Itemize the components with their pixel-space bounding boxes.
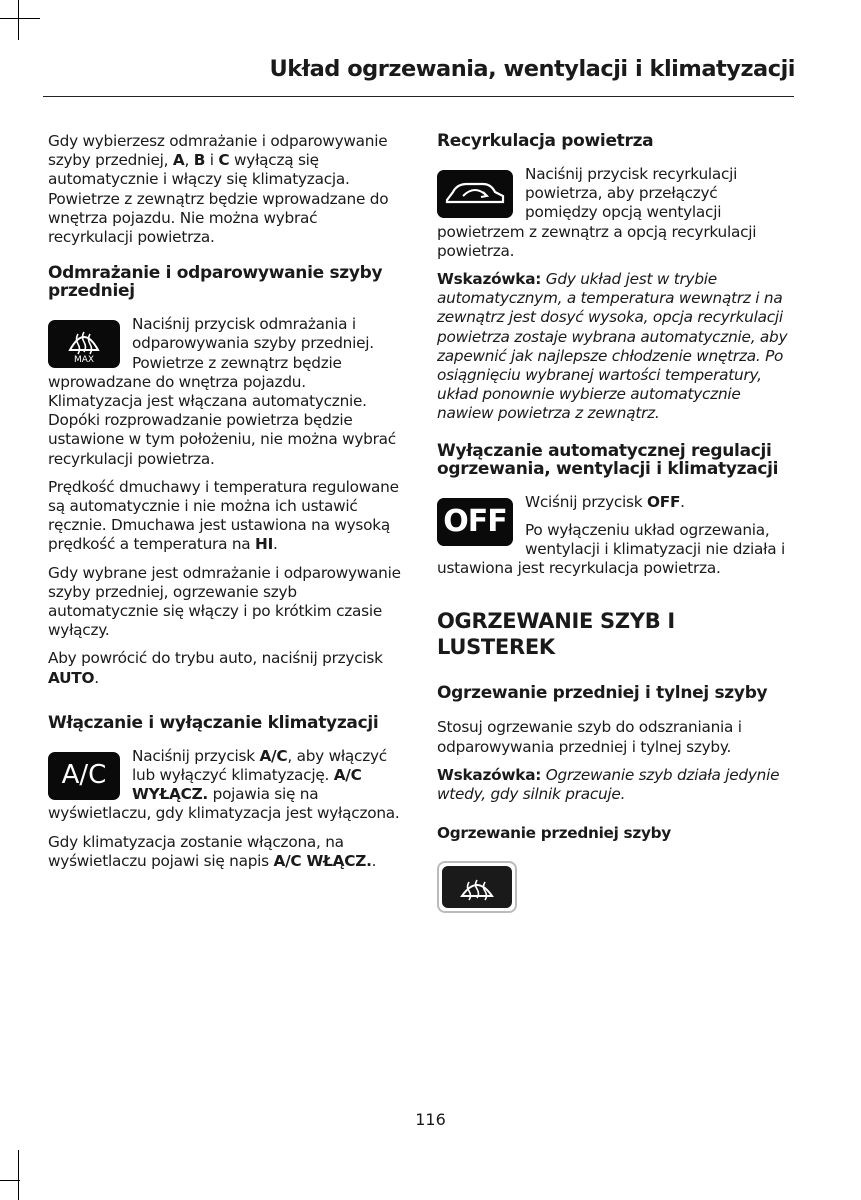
crop-mark [0, 18, 40, 19]
heating-note: Wskazówka: Ogrzewanie szyb działa jedynie wtedy, gdy silnik pracuje. [437, 765, 780, 804]
crop-mark [18, 1150, 19, 1200]
recirc-paragraph: Naciśnij przycisk recyrkulacji powietrza, aby przełączyć pomiędzy opcją wentylacji powietrzem z zewnątrz a opcją recyrkulacji powietrza. [437, 165, 757, 260]
max-label: MAX [73, 355, 95, 366]
heating-paragraph: Stosuj ogrzewanie szyb do odszraniania i odparowywania przedniej i tylnej szyby. [437, 718, 742, 756]
recirc-heading: Recyrkulacja powietrza [437, 131, 654, 151]
off-icon [437, 498, 513, 546]
defrost-heading: Odmrażanie i odparowywanie szyby przedniej [48, 263, 383, 302]
ac-paragraph-1: Naciśnij przycisk A/C, aby włączyć lub wyłączyć klimatyzację. A/C WYŁĄCZ. pojawia się na wyświetlaczu, gdy klimatyzacja jest wyłączona. [48, 746, 400, 823]
intro-paragraph: Gdy wybierzesz odmrażanie i odparowywanie szyby przedniej, A, B i C wyłączą się automatycznie i włączy się klimatyzacja. Powietrze z zewnątrz będzie wprowadzane do wnętrza pojazdu. Nie można wybrać recyrkulacji powietrza. [48, 132, 389, 247]
page-title: Układ ogrzewania, wentylacji i klimatyzacji [269, 56, 795, 82]
right-column [437, 132, 792, 913]
off-paragraph-1: Wciśnij przycisk OFF. [525, 492, 685, 511]
max-defrost-icon [48, 320, 120, 368]
crop-mark [18, 0, 19, 40]
header-rule [43, 96, 794, 97]
ac-icon-label: A/C [61, 759, 107, 790]
recirculation-icon [437, 170, 513, 218]
off-heading: Wyłączanie automatycznej regulacji ogrzewania, wentylacji i klimatyzacji [437, 440, 779, 479]
page-number: 116 [415, 1110, 446, 1129]
defrost-paragraph-4: Aby powrócić do trybu auto, naciśnij przycisk AUTO. [48, 649, 383, 687]
section-heading: OGRZEWANIE SZYB I LUSTEREK [437, 609, 675, 660]
defrost-paragraph-1: Naciśnij przycisk odmrażania i odparowywania szyby przedniej. Powietrze z zewnątrz będzie wprowadzane do wnętrza pojazdu. Klimatyzacja jest włączana automatycznie. Dopóki rozprowadzanie powietrza będzie ustawione w tym położeniu, nie można wybrać recyrkulacji powietrza. [48, 315, 396, 468]
off-icon-label: OFF [443, 503, 507, 539]
windshield-subheading: Ogrzewanie przedniej i tylnej szyby [437, 683, 768, 704]
left-column [48, 132, 403, 880]
recirc-note: Wskazówka: Gdy układ jest w trybie automatycznym, a temperatura wewnątrz i na zewnątrz jest dosyć wysoka, opcja recyrkulacji powietrza zostaje wybrana automatycznie, aby zapewnić jak najlepsze chłodzenie wnętrza. Po osiągnięciu wybranej wartości temperatury, układ ponownie wybierze automatycznie nawiew powietrza z zewnątrz. [437, 270, 788, 423]
defrost-paragraph-2: Prędkość dmuchawy i temperatura regulowane są automatycznie i nie można ich ustawić ręcznie. Dmuchawa jest ustawiona na wysoką prędkość a temperatura na HI. [48, 477, 399, 554]
ac-icon [48, 752, 120, 800]
defrost-paragraph-3: Gdy wybrane jest odmrażanie i odparowywanie szyby przedniej, ogrzewanie szyb automatycznie się włączy i po krótkim czasie wyłączy. [48, 563, 401, 640]
crop-mark [0, 1180, 20, 1181]
ac-paragraph-2: Gdy klimatyzacja zostanie włączona, na wyświetlaczu pojawi się napis A/C WŁĄCZ.. [48, 832, 377, 870]
ac-heading: Włączanie i wyłączanie klimatyzacji [48, 712, 379, 733]
front-heating-subheading: Ogrzewanie przedniej szyby [437, 824, 671, 843]
off-paragraph-2: Po wyłączeniu układ ogrzewania, wentylacji i klimatyzacji nie działa i ustawiona jest recyrkulacja powietrza. [437, 520, 785, 578]
heated-windshield-icon [437, 861, 517, 913]
